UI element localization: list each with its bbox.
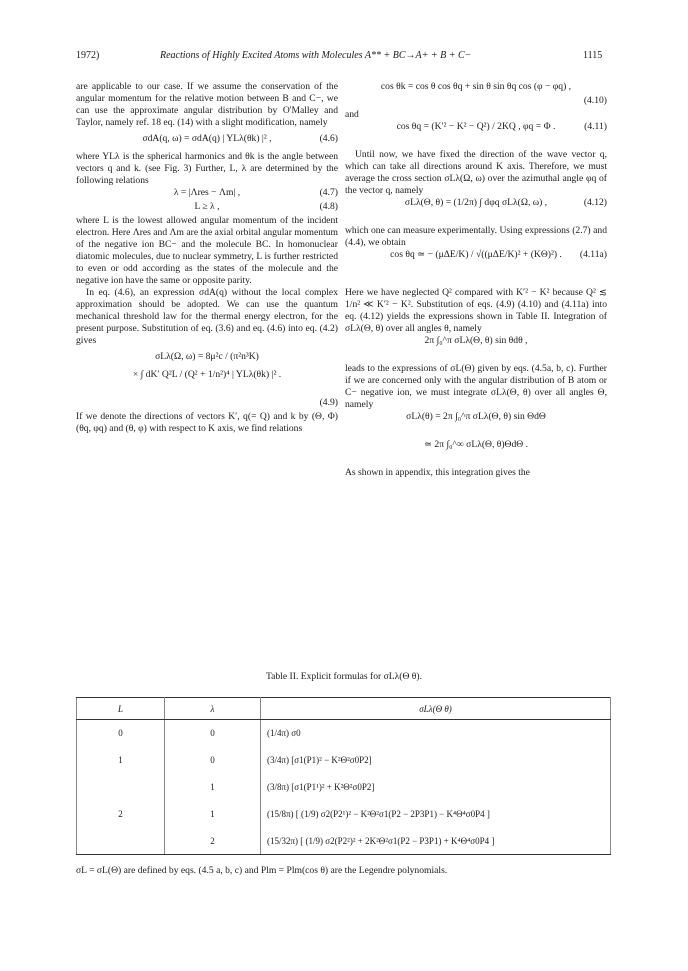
equation-4-8 xyxy=(76,201,338,215)
table-cell-L xyxy=(77,774,165,801)
equation-4-9-line-2 xyxy=(76,369,338,397)
equation-4-6-body: σdA(q, ω) = σdA(q) | YLλ(θk) |² , xyxy=(142,133,272,144)
equation-Theta-integral-1 xyxy=(345,411,607,439)
equation-Theta-integral-1-body: σLλ(θ) = 2π ∫₀^π σLλ(Θ, θ) sin ΘdΘ xyxy=(406,411,546,422)
equation-Theta-integral-2-body: ≃ 2π ∫₀^∞ σLλ(Θ, θ)ΘdΘ . xyxy=(423,439,529,450)
paragraph-2: where YLλ is the spherical harmonics and θk is the angle between vectors q and k. (see Fig. 3) Further, L, λ are determined by the following relations xyxy=(76,151,338,186)
table-header-L: L xyxy=(77,698,165,720)
table-cell-L: 1 xyxy=(77,747,165,774)
equation-4-8-body: L ≥ λ , xyxy=(194,201,220,212)
table-footnote: σL = σL(Θ) are defined by eqs. (4.5 a, b, c) and Plm = Plm(cos θ) are the Legendre polynomials. xyxy=(76,865,448,876)
equation-theta-integral-body: 2π ∫₀^π σLλ(Θ, θ) sin θdθ , xyxy=(424,335,528,346)
table-header-lambda: λ xyxy=(165,698,261,720)
table-row xyxy=(77,720,611,747)
paragraph-5: If we denote the directions of vectors K′, q(= Q) and k by (Θ, Φ)(θq, φq) and (θ, φ) with respect to K axis, we find relations xyxy=(76,411,338,434)
table-row xyxy=(77,801,611,828)
page-number: 1115 xyxy=(583,50,603,61)
equation-4-9-part-1: σLλ(Ω, ω) = 8μ²c / (π²n³K) xyxy=(155,351,259,362)
equation-4-6-number: (4.6) xyxy=(319,133,338,144)
equation-4-6 xyxy=(76,133,338,147)
table-cell-L: 0 xyxy=(77,720,165,747)
table-header-row xyxy=(77,698,611,720)
paragraph-1: are applicable to our case. If we assume the conservation of the angular momentum for the relative motion between B and C−, we can use the approximate angular distribution by O'Malley and Taylor, namely ref. 18 eq. (14) with a slight modification, namely xyxy=(76,81,338,128)
table-cell-lambda: 0 xyxy=(165,747,261,774)
equation-4-10 xyxy=(345,81,607,95)
paragraph-3: where L is the lowest allowed angular momentum of the incident electron. Here Λres and Λm are the axial orbital angular momentum of the negative ion BC− and the molecule BC. In homonuclear diatomic molecules, due to nuclear symmetry, L is further restricted to even or odd according as the states of the molecule and the negative ion have the same or opposite parity. xyxy=(76,215,338,286)
table-cell-L: 2 xyxy=(77,801,165,828)
paragraph-9: leads to the expressions of σL(Θ) given by eqs. (4.5a, b, c). Further if we are concerned only with the angular distribution of B atom or C− negative ion, we must integrate σLλ(Θ, θ) over all angles Θ, namely xyxy=(345,363,607,410)
equation-4-7-body: λ = |Λres − Λm| , xyxy=(173,187,241,198)
equation-4-11a-body: cos θq ≃ − (μΔE/K) / √((μΔE/K)² + (KΘ)²) . xyxy=(390,249,562,260)
table-row xyxy=(77,747,611,774)
running-header-year: 1972) xyxy=(76,50,100,61)
table-cell-formula: (3/8π) [σ1(P1¹)² + K²Θ²σ0P2] xyxy=(261,774,611,801)
paragraph-4: In eq. (4.6), an expression σdA(q) without the local complex approximation should be adopted. We can use the quantum mechanical threshold law for the thermal energy electron, for the present purpose. Substitution of eq. (3.6) and eq. (4.6) into eq. (4.2) gives xyxy=(76,287,338,346)
table-cell-formula: (3/4π) [σ1(P1)² − K²Θ²σ0P2] xyxy=(261,747,611,774)
table-cell-lambda: 2 xyxy=(165,828,261,855)
formula-table xyxy=(76,697,611,855)
table-cell-formula: (1/4π) σ0 xyxy=(261,720,611,747)
equation-theta-integral xyxy=(345,335,607,363)
paragraph-10: As shown in appendix, this integration gives the xyxy=(345,467,530,478)
running-header-title: Reactions of Highly Excited Atoms with Molecules A** + BC→A+ + B + C− xyxy=(160,50,472,61)
paragraph-6: Until now, we have fixed the direction of the wave vector q, which can take all directions around K axis. Therefore, we must average the cross section σLλ(Ω, ω) over the azimuthal angle φq of the vector q, namely xyxy=(345,149,607,196)
equation-4-11-body: cos θq = (K′² − K² − Q²) / 2KQ , φq = Φ . xyxy=(396,121,556,132)
connective-and: and xyxy=(345,109,359,120)
table-cell-L xyxy=(77,828,165,855)
equation-4-7 xyxy=(76,187,338,201)
left-column xyxy=(76,81,338,435)
table-row xyxy=(77,774,611,801)
equation-4-8-number: (4.8) xyxy=(319,201,338,212)
equation-4-7-number: (4.7) xyxy=(319,187,338,198)
equation-4-9-line-1 xyxy=(76,351,338,365)
equation-4-11 xyxy=(345,121,607,149)
equation-4-10-body: cos θk = cos θ cos θq + sin θ sin θq cos (φ − φq) , xyxy=(380,81,572,92)
table-cell-formula: (15/8π) [ (1/9) σ2(P2¹)² − K²Θ²σ1(P2 − 2P3P1) − K⁴Θ⁴σ0P4 ] xyxy=(261,801,611,828)
equation-4-12-body: σLλ(Θ, θ) = (1/2π) ∫ dφq σLλ(Ω, ω) , xyxy=(404,197,548,208)
equation-4-12 xyxy=(345,197,607,225)
right-column xyxy=(345,81,607,479)
table-row xyxy=(77,828,611,855)
equation-4-12-number: (4.12) xyxy=(583,197,607,208)
equation-Theta-integral-2 xyxy=(345,439,607,467)
table-cell-lambda: 1 xyxy=(165,801,261,828)
equation-4-10-number: (4.10) xyxy=(583,95,607,106)
table-cell-lambda: 0 xyxy=(165,720,261,747)
equation-4-10-number-line xyxy=(345,95,607,109)
equation-4-11a xyxy=(345,249,607,287)
table-cell-formula: (15/32π) [ (1/9) σ2(P2²)² + 2K²Θ²σ1(P2 − P3P1) + K⁴Θ⁴σ0P4 ] xyxy=(261,828,611,855)
equation-4-11-number: (4.11) xyxy=(584,121,607,132)
paragraph-8: Here we have neglected Q² compared with K′² − K² because Q² ≲ 1/n² ≪ K′² − K². Substitution of eqs. (4.9) (4.10) and (4.11a) into eq. (4.12) yields the expressions shown in Table II. Integration of σLλ(Θ, θ) over all angles θ, namely xyxy=(345,287,607,334)
paragraph-7: which one can measure experimentally. Using expressions (2.7) and (4.4), we obtain xyxy=(345,225,607,248)
equation-4-9-number: (4.9) xyxy=(319,397,338,408)
equation-4-9 xyxy=(76,397,338,411)
table-cell-lambda: 1 xyxy=(165,774,261,801)
equation-4-11a-number: (4.11a) xyxy=(579,249,607,260)
table-header-formula: σLλ(Θ θ) xyxy=(261,698,611,720)
equation-4-9-part-2: × ∫ dK′ Q²L / (Q² + 1/n²)⁴ | YLλ(θk) |² . xyxy=(132,369,282,380)
table-caption: Table II. Explicit formulas for σLλ(Θ θ). xyxy=(265,671,422,682)
